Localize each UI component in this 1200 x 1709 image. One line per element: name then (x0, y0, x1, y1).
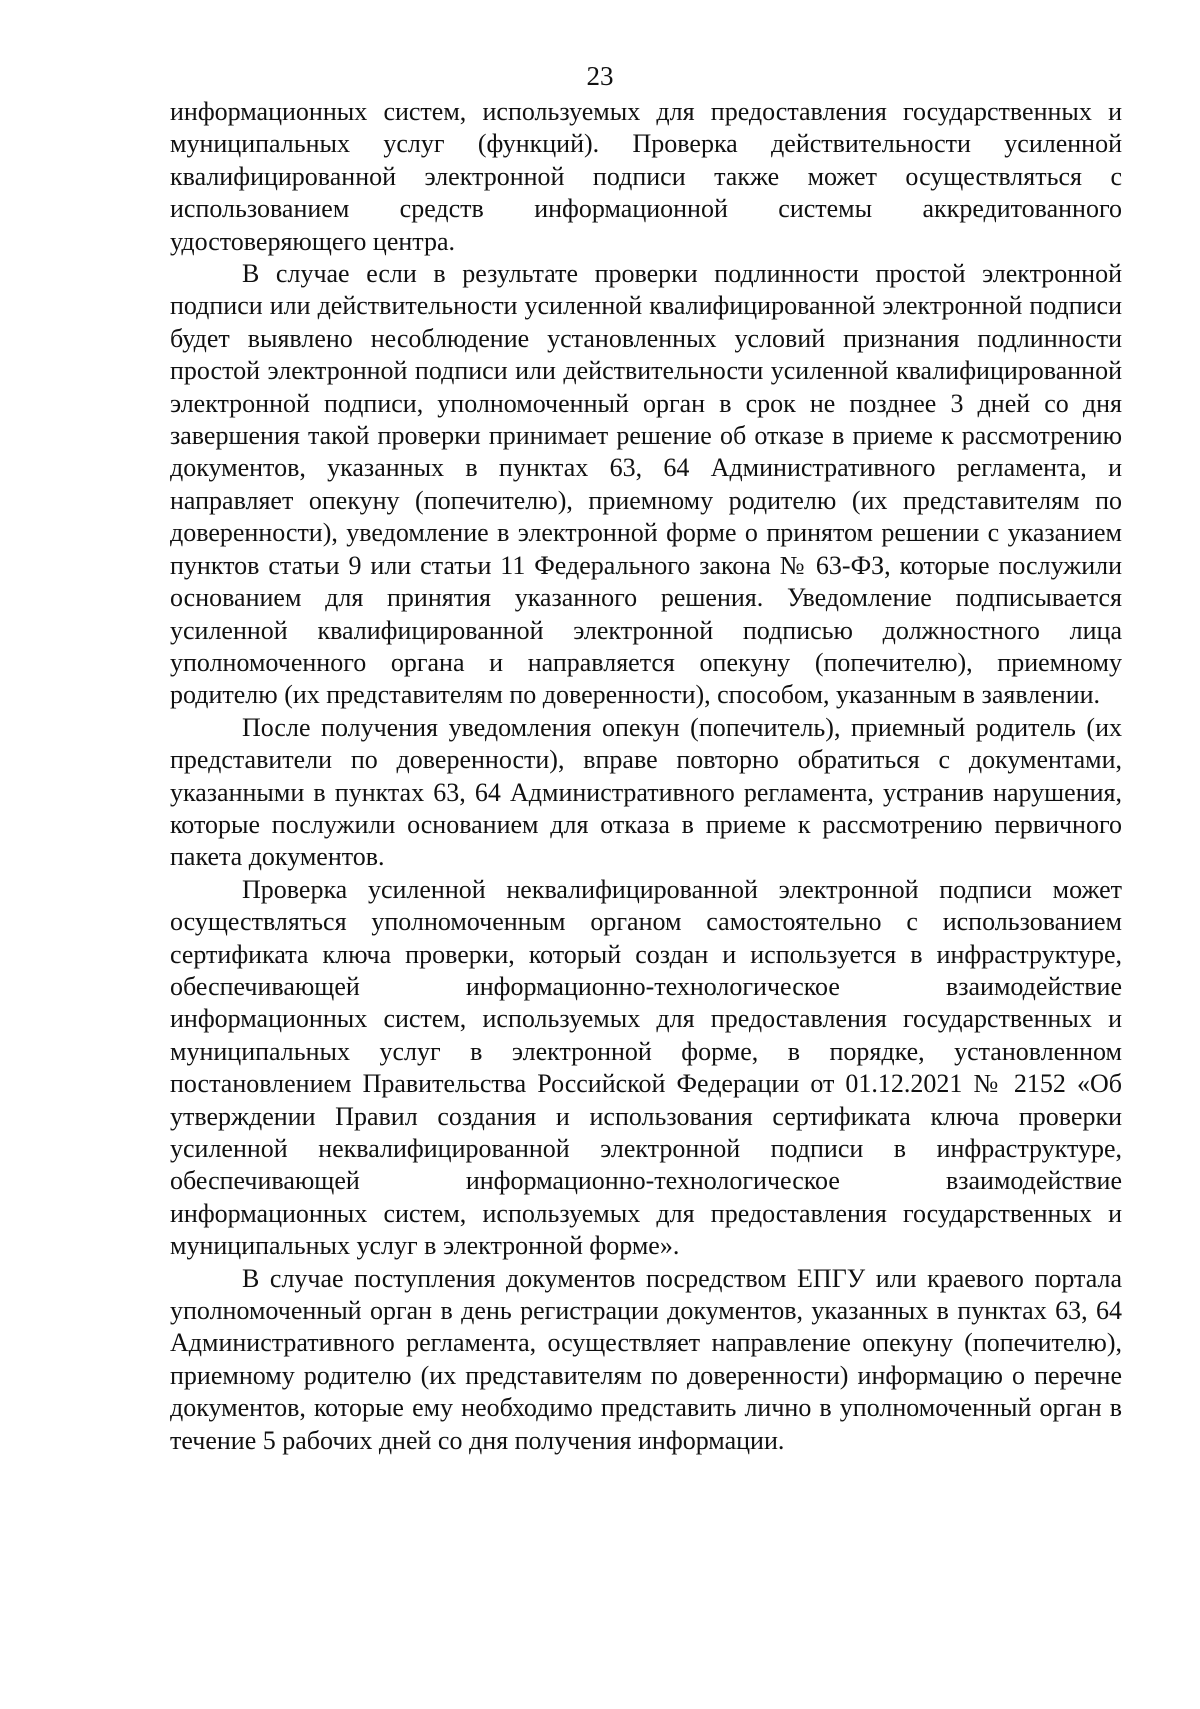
paragraph: В случае поступления документов посредством ЕПГУ или краевого портала уполномоченный орган в день регистрации документов, указанных в пунктах 63, 64 Административного регламента, осуществляет направление опекуну (попечителю), приемному родителю (их представителям по доверенности) информацию о перечне документов, которые ему необходимо представить лично в уполномоченный орган в течение 5 рабочих дней со дня получения информации. (170, 1263, 1122, 1455)
paragraph: информационных систем, используемых для предоставления государственных и муниципальных услуг (функций). Проверка действительности усиленной квалифицированной электронной подписи также может осуществляться с использованием средств информационной системы аккредитованного удостоверяющего центра. (170, 97, 1122, 256)
paragraph: В случае если в результате проверки подлинности простой электронной подписи или действительности усиленной квалифицированной электронной подписи будет выявлено несоблюдение установленных условий признания подлинности простой электронной подписи или действительности усиленной квалифицированной электронной подписи, уполномоченный орган в срок не позднее 3 дней со дня завершения такой проверки принимает решение об отказе в приеме к рассмотрению документов, указанных в пунктах 63, 64 Административного регламента, и направляет опекуну (попечителю), приемному родителю (их представителям по доверенности), уведомление в электронной форме о принятом решении с указанием пунктов статьи 9 или статьи 11 Федерального закона № 63-ФЗ, которые послужили основанием для принятия указанного решения. Уведомление подписывается усиленной квалифицированной электронной подписью должностного лица уполномоченного органа и направляется опекуну (попечителю), приемному родителю (их представителям по доверенности), способом, указанным в заявлении. (170, 259, 1122, 710)
paragraph: После получения уведомления опекун (попечитель), приемный родитель (их представители по доверенности), вправе повторно обратиться с документами, указанными в пунктах 63, 64 Административного регламента, устранив нарушения, которые послужили основанием для отказа в приеме к рассмотрению первичного пакета документов. (170, 712, 1122, 872)
document-body (170, 96, 1122, 1457)
page-number: 23 (586, 61, 614, 91)
paragraph: Проверка усиленной неквалифицированной электронной подписи может осуществляться уполномоченным органом самостоятельно с использованием сертификата ключа проверки, который создан и используется в инфраструктуре, обеспечивающей информационно-технологическое взаимодействие информационных систем, используемых для предоставления государственных и муниципальных услуг в электронной форме, в порядке, установленном постановлением Правительства Российской Федерации от 01.12.2021 № 2152 «Об утверждении Правил создания и использования сертификата ключа проверки усиленной неквалифицированной электронной подписи в инфраструктуре, обеспечивающей информационно-технологическое взаимодействие информационных систем, используемых для предоставления государственных и муниципальных услуг в электронной форме». (170, 874, 1122, 1261)
